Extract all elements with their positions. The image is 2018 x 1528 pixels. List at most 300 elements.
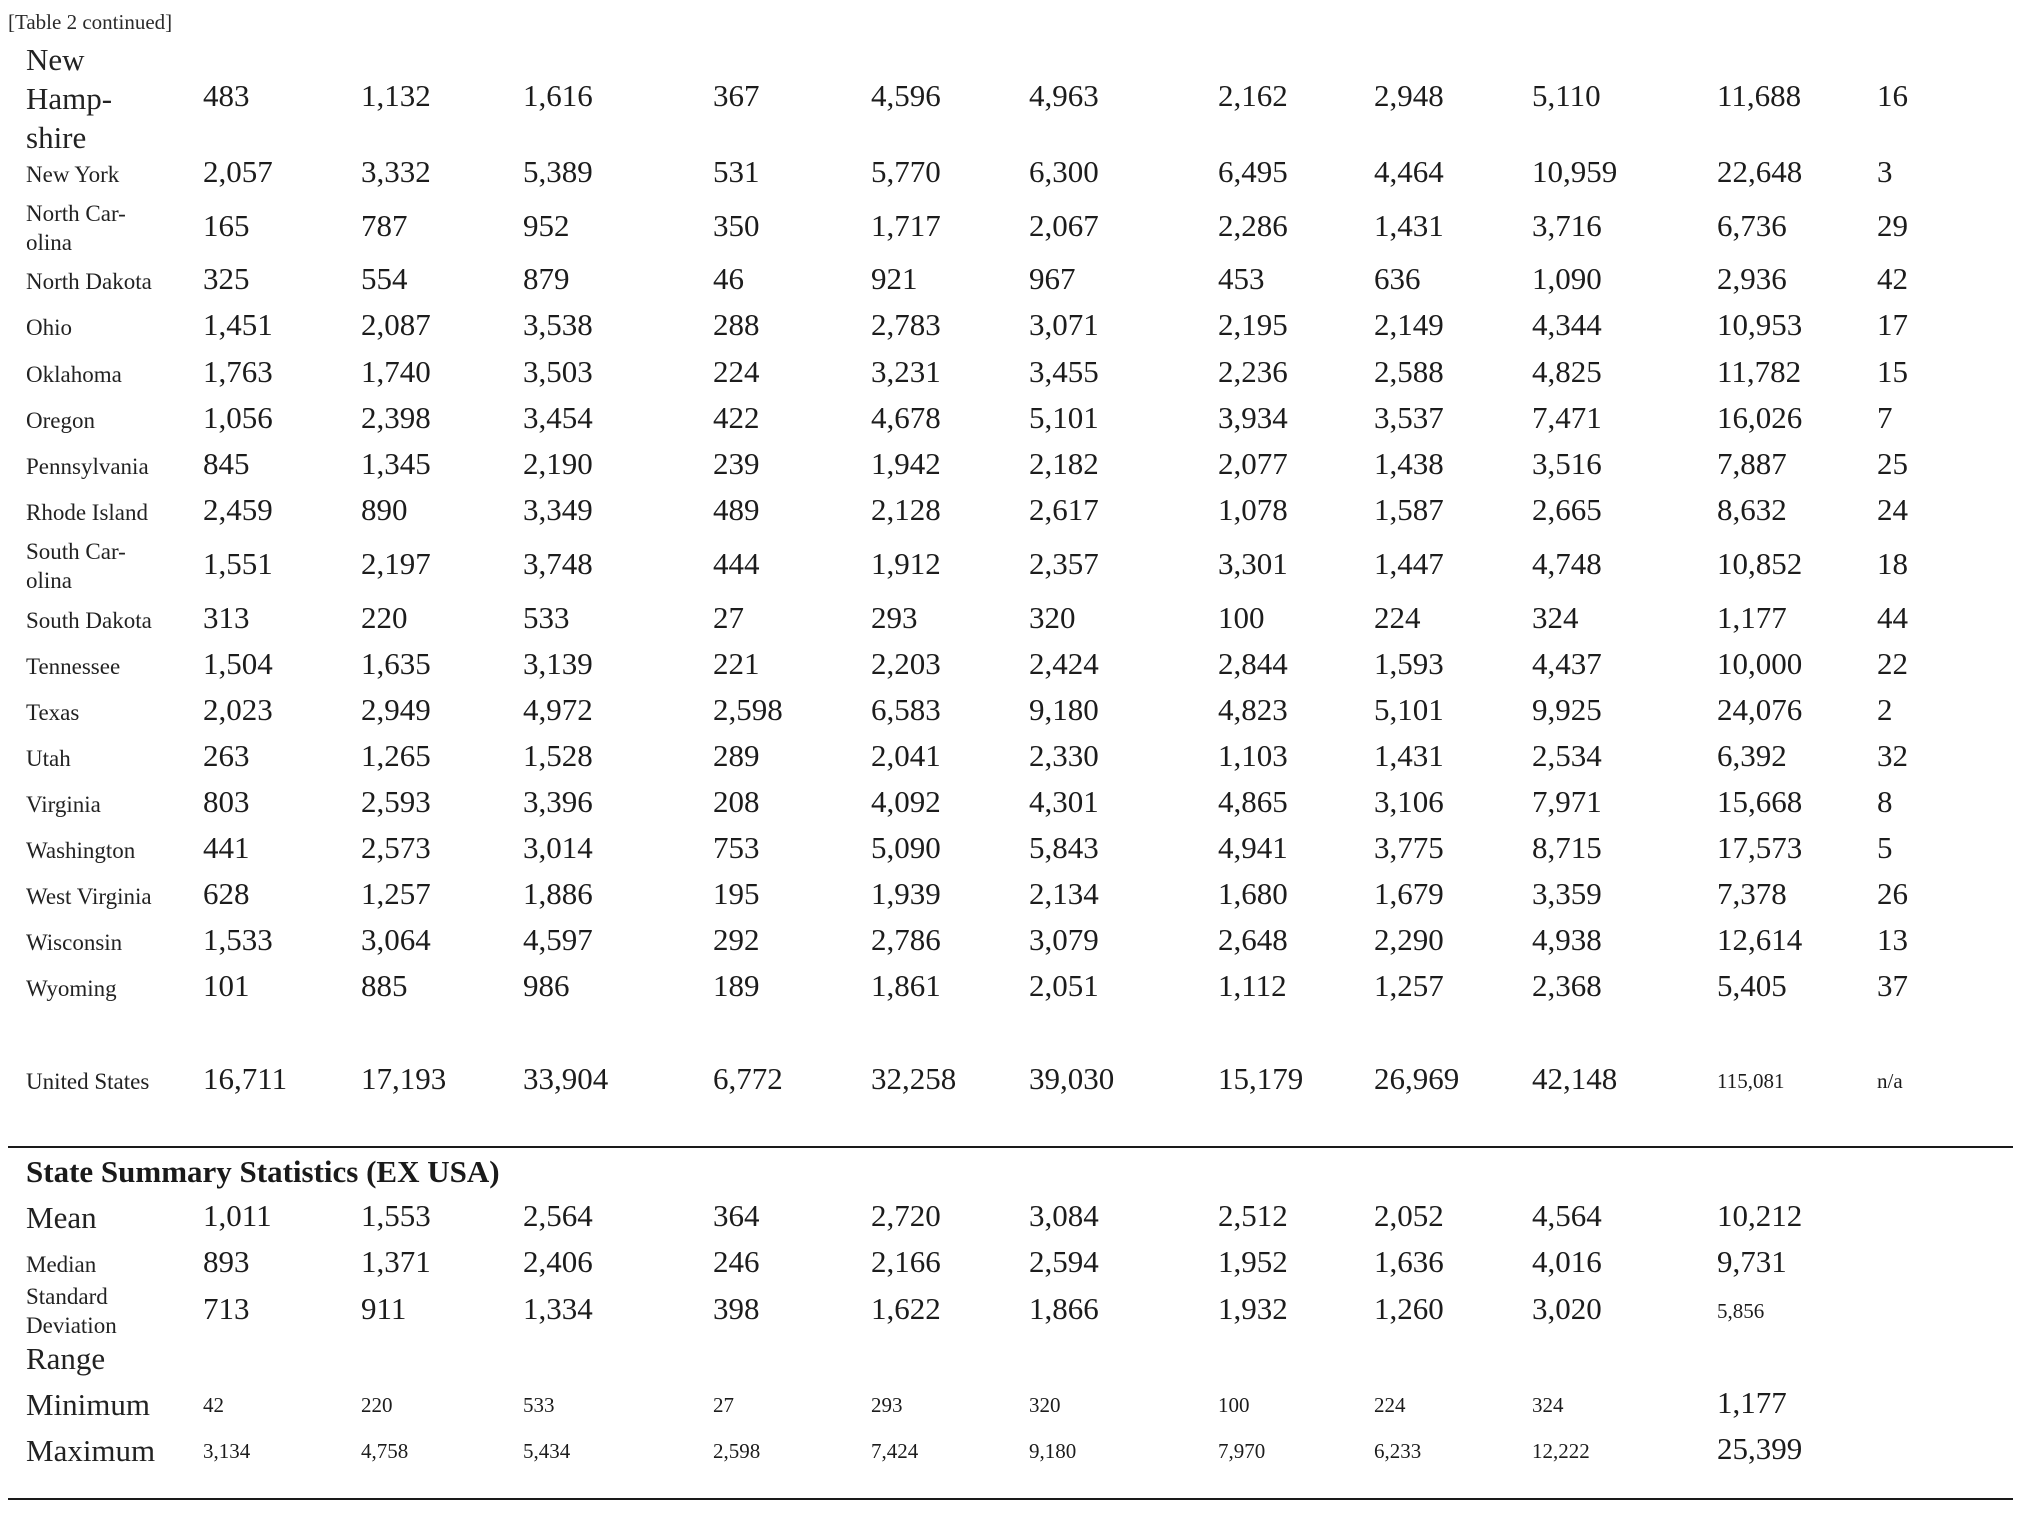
table-cell: 10,959 [1532,154,1618,189]
table-cell: 2,134 [1029,876,1099,911]
table-cell: 313 [203,600,250,635]
table-cell: 15,668 [1717,784,1803,819]
table-cell: 350 [713,208,760,243]
table-cell: 29 [1877,208,1908,243]
table-cell: 15,179 [1218,1061,1304,1096]
table-cell: 3,020 [1532,1291,1602,1326]
table-cell: 17 [1877,307,1908,342]
table-cell: 10,212 [1717,1198,1803,1233]
table-cell: 1,763 [203,354,273,389]
table-cell: 2,195 [1218,307,1288,342]
table-cell: 2,665 [1532,492,1602,527]
table-cell: 22 [1877,646,1908,681]
table-cell: 636 [1374,261,1421,296]
table-cell: 24 [1877,492,1908,527]
table-cell: 2,190 [523,446,593,481]
table-cell: 2,290 [1374,922,1444,957]
table-cell: 2,330 [1029,738,1099,773]
table-cell: 25,399 [1717,1431,1803,1466]
table-cell: 2,398 [361,400,431,435]
table-cell: 952 [523,208,570,243]
table-cell: 1,345 [361,446,431,481]
table-cell: 1,636 [1374,1244,1444,1279]
table-cell: 4,823 [1218,692,1288,727]
table-cell: 25 [1877,446,1908,481]
table-cell: 9,180 [1029,692,1099,727]
table-cell: 324 [1532,1393,1564,1417]
table-cell: 3,301 [1218,546,1288,581]
table-cell: 1,504 [203,646,273,681]
table-cell: 1,679 [1374,876,1444,911]
table-cell: 17,573 [1717,830,1803,865]
table-cell: 189 [713,968,760,1003]
row-label-line: Mean [26,1200,97,1235]
row-label [26,882,152,911]
row-label [26,1282,117,1340]
table-bottom-rule [8,1498,2013,1500]
row-label [26,498,148,527]
table-cell: 12,614 [1717,922,1803,957]
table-cell: 26 [1877,876,1908,911]
table-cell: 364 [713,1198,760,1233]
table-cell: 2,424 [1029,646,1099,681]
row-label [26,1386,150,1424]
table-cell: 1,912 [871,546,941,581]
table-cell: 2,166 [871,1244,941,1279]
table-cell: 246 [713,1244,760,1279]
table-cell: 10,953 [1717,307,1803,342]
table-cell: 101 [203,968,250,1003]
table-cell: 5,101 [1374,692,1444,727]
row-label-line: Deviation [26,1313,117,1338]
row-label [26,606,152,635]
table-cell: 2,936 [1717,261,1787,296]
table-cell: 3,748 [523,546,593,581]
table-cell: 1,265 [361,738,431,773]
table-cell: 1,587 [1374,492,1444,527]
table-cell: 2,041 [871,738,941,773]
table-cell: 1,257 [361,876,431,911]
table-cell: 221 [713,646,760,681]
row-label [26,1199,97,1237]
table-cell: 753 [713,830,760,865]
table-cell: 885 [361,968,408,1003]
table-cell: 1,635 [361,646,431,681]
table-cell: 2,182 [1029,446,1099,481]
row-label-line: Median [26,1251,97,1277]
table-cell: 224 [1374,1393,1406,1417]
table-cell: 2,594 [1029,1244,1099,1279]
row-label-line: Pennsylvania [26,453,149,479]
table-cell: 324 [1532,600,1579,635]
table-cell: 32,258 [871,1061,957,1096]
row-label-line: Tennessee [26,653,121,679]
table-cell: 289 [713,738,760,773]
table-cell: 220 [361,1393,393,1417]
table-cell: 967 [1029,261,1076,296]
table-cell: 1,939 [871,876,941,911]
table-cell: 208 [713,784,760,819]
table-cell: 7,971 [1532,784,1602,819]
table-cell: 263 [203,738,250,773]
table-cell: 9,925 [1532,692,1602,727]
table-cell: 398 [713,1291,760,1326]
table-cell: 1,132 [361,78,431,113]
row-label [26,40,112,157]
table-cell: 320 [1029,1393,1061,1417]
table-cell: 2,067 [1029,208,1099,243]
table-cell: 2,052 [1374,1198,1444,1233]
table-cell: 2,564 [523,1198,593,1233]
table-cell: 1,533 [203,922,273,957]
table-cell: 2,077 [1218,446,1288,481]
table-cell: 7,887 [1717,446,1787,481]
table-cell: 4,597 [523,922,593,957]
row-label [26,360,122,389]
table-cell: 1,438 [1374,446,1444,481]
table-cell: 4,596 [871,78,941,113]
row-label-line: Maximum [26,1433,156,1468]
table-cell: 3,079 [1029,922,1099,957]
table-cell: 890 [361,492,408,527]
table-cell: 7,424 [871,1439,919,1463]
table-cell: 986 [523,968,570,1003]
table-cell: 2,598 [713,1439,761,1463]
row-label [26,1432,155,1470]
row-label [26,928,122,957]
row-label-line: West Virginia [26,883,152,909]
table-cell: 42 [203,1393,224,1417]
table-cell: 893 [203,1244,250,1279]
row-label-line: Rhode Island [26,499,149,525]
table-cell: 9,180 [1029,1439,1077,1463]
table-cell: 8,632 [1717,492,1787,527]
table-cell: 453 [1218,261,1265,296]
table-cell: 3,332 [361,154,431,189]
row-label [26,1067,149,1096]
table-cell: 3 [1877,154,1893,189]
table-cell: 5,389 [523,154,593,189]
row-label-line: South Car- [26,539,126,564]
table-cell: 2,357 [1029,546,1099,581]
table-cell: 2,783 [871,307,941,342]
table-cell: 1,622 [871,1291,941,1326]
table-cell: 115,081 [1717,1069,1785,1093]
row-label-line: Wisconsin [26,929,123,955]
table-cell: 16 [1877,78,1908,113]
table-cell: 4,758 [361,1439,409,1463]
table-cell: 1,177 [1717,1385,1787,1420]
row-label-line: Oklahoma [26,361,122,387]
row-label-line: United States [26,1068,150,1094]
row-label-line: shire [26,120,87,155]
table-cell: 26,969 [1374,1061,1460,1096]
table-cell: 533 [523,1393,555,1417]
table-cell: 12,222 [1532,1439,1590,1463]
row-label-line: New York [26,161,120,187]
table-cell: 1,260 [1374,1291,1444,1326]
table-cell: 531 [713,154,760,189]
table-cell: 4,344 [1532,307,1602,342]
table-cell: 37 [1877,968,1908,1003]
table-cell: 5 [1877,830,1893,865]
table-cell: 1,103 [1218,738,1288,773]
table-cell: 39,030 [1029,1061,1115,1096]
table-cell: 100 [1218,600,1265,635]
table-cell: 2,286 [1218,208,1288,243]
table-cell: 325 [203,261,250,296]
table-cell: 7,378 [1717,876,1787,911]
table-cell: 533 [523,600,570,635]
table-cell: 4,941 [1218,830,1288,865]
table-cell: 4,963 [1029,78,1099,113]
row-label [26,974,117,1003]
table-cell: 3,014 [523,830,593,865]
table-cell: 10,000 [1717,646,1803,681]
table-cell: 444 [713,546,760,581]
row-label-line: Ohio [26,314,72,340]
table-cell: 1,861 [871,968,941,1003]
table-cell: 1,942 [871,446,941,481]
table-cell: 6,233 [1374,1439,1422,1463]
table-cell: 1,740 [361,354,431,389]
table-cell: 2,786 [871,922,941,957]
table-cell: 5,856 [1717,1299,1765,1323]
table-cell: 1,112 [1218,968,1287,1003]
row-label-line: New [26,42,85,77]
table-cell: 3,396 [523,784,593,819]
table-cell: 5,090 [871,830,941,865]
table-cell: 5,770 [871,154,941,189]
table-cell: 4,092 [871,784,941,819]
table-cell: 33,904 [523,1061,609,1096]
table-cell: 3,134 [203,1439,251,1463]
table-cell: 224 [1374,600,1421,635]
table-cell: 42 [1877,261,1908,296]
table-cell: 1,177 [1717,600,1787,635]
table-cell: 44 [1877,600,1908,635]
table-cell: 3,349 [523,492,593,527]
row-label-line: Hamp- [26,81,113,116]
row-label [26,1340,105,1378]
table-cell: 320 [1029,600,1076,635]
table-cell: 5,843 [1029,830,1099,865]
table-cell: 5,434 [523,1439,571,1463]
table-cell: 3,084 [1029,1198,1099,1233]
table-cell: 1,078 [1218,492,1288,527]
table-cell: 845 [203,446,250,481]
table-cell: 489 [713,492,760,527]
table-cell: 1,056 [203,400,273,435]
row-label [26,790,101,819]
table-cell: 2,949 [361,692,431,727]
table-cell: 2,149 [1374,307,1444,342]
table-cell: 483 [203,78,250,113]
table-cell: 224 [713,354,760,389]
table-cell: 220 [361,600,408,635]
table-cell: 195 [713,876,760,911]
table-cell: 3,359 [1532,876,1602,911]
table-cell: 16,711 [203,1061,288,1096]
table-cell: 293 [871,1393,903,1417]
table-cell: 1,431 [1374,738,1444,773]
table-cell: 1,952 [1218,1244,1288,1279]
table-cell: 10,852 [1717,546,1803,581]
table-cell: 1,717 [871,208,941,243]
table-cell: 13 [1877,922,1908,957]
table-cell: 1,334 [523,1291,593,1326]
table-cell: 2,057 [203,154,273,189]
table-cell: 6,392 [1717,738,1787,773]
table-cell: 2,720 [871,1198,941,1233]
table-cell: n/a [1877,1069,1903,1093]
row-label-line: South Dakota [26,607,152,633]
table-cell: 2,236 [1218,354,1288,389]
table-cell: 2,617 [1029,492,1099,527]
table-cell: 3,538 [523,307,593,342]
row-label-line: North Dakota [26,268,152,294]
row-label-line: olina [26,230,72,255]
table-cell: 4,865 [1218,784,1288,819]
table-cell: 803 [203,784,250,819]
table-cell: 5,405 [1717,968,1787,1003]
table-cell: 42,148 [1532,1061,1618,1096]
table-cell: 27 [713,600,744,635]
summary-section-title: State Summary Statistics (EX USA) [26,1154,500,1189]
table-cell: 879 [523,261,570,296]
table-cell: 422 [713,400,760,435]
table-cell: 4,301 [1029,784,1099,819]
table-cell: 1,616 [523,78,593,113]
table-cell: 6,772 [713,1061,783,1096]
row-label-line: North Car- [26,201,126,226]
row-label-line: olina [26,568,72,593]
table-cell: 2,459 [203,492,273,527]
row-label [26,1250,96,1279]
table-cell: 3,139 [523,646,593,681]
table-cell: 1,551 [203,546,273,581]
row-label [26,267,152,296]
table-cell: 921 [871,261,918,296]
table-cell: 7,970 [1218,1439,1266,1463]
table-cell: 4,748 [1532,546,1602,581]
table-cell: 6,495 [1218,154,1288,189]
table-cell: 8 [1877,784,1893,819]
row-label [26,199,126,257]
table-cell: 2,534 [1532,738,1602,773]
table-cell: 1,011 [203,1198,272,1233]
table-cell: 32 [1877,738,1908,773]
table-cell: 2,023 [203,692,273,727]
row-label-line: Minimum [26,1387,151,1422]
table-cell: 3,064 [361,922,431,957]
table-cell: 4,564 [1532,1198,1602,1233]
table-cell: 1,451 [203,307,273,342]
table-cell: 2,948 [1374,78,1444,113]
table-cell: 3,455 [1029,354,1099,389]
row-label [26,313,72,342]
table-cell: 4,972 [523,692,593,727]
table-cell: 3,071 [1029,307,1099,342]
table-cell: 2,406 [523,1244,593,1279]
table-cell: 6,583 [871,692,941,727]
table-cell: 3,537 [1374,400,1444,435]
table-cell: 3,454 [523,400,593,435]
table-cell: 3,934 [1218,400,1288,435]
table-cell: 15 [1877,354,1908,389]
row-label-line: Standard [26,1284,108,1309]
table-cell: 628 [203,876,250,911]
row-label [26,698,79,727]
row-label [26,537,126,595]
table-cell: 7 [1877,400,1893,435]
table-cell: 1,593 [1374,646,1444,681]
table-cell: 1,932 [1218,1291,1288,1326]
table-cell: 7,471 [1532,400,1602,435]
table-cell: 1,447 [1374,546,1444,581]
table-cell: 4,016 [1532,1244,1602,1279]
row-label-line: Oregon [26,407,95,433]
table-cell: 6,300 [1029,154,1099,189]
table-cell: 1,371 [361,1244,431,1279]
table-cell: 2,593 [361,784,431,819]
table-cell: 2,128 [871,492,941,527]
table-cell: 1,257 [1374,968,1444,1003]
table-cell: 2 [1877,692,1893,727]
table-cell: 1,866 [1029,1291,1099,1326]
table-cell: 165 [203,208,250,243]
row-label-line: Texas [26,699,80,725]
table-cell: 2,051 [1029,968,1099,1003]
table-cell: 16,026 [1717,400,1803,435]
table-cell: 1,528 [523,738,593,773]
row-label-line: Utah [26,745,71,771]
table-cell: 100 [1218,1393,1250,1417]
table-cell: 288 [713,307,760,342]
table-cell: 2,573 [361,830,431,865]
row-label [26,452,149,481]
table-cell: 239 [713,446,760,481]
row-label [26,160,119,189]
row-label [26,836,135,865]
table-cell: 4,464 [1374,154,1444,189]
table-cell: 2,588 [1374,354,1444,389]
table-cell: 2,087 [361,307,431,342]
table-cell: 5,101 [1029,400,1099,435]
table-cell: 787 [361,208,408,243]
table-cell: 1,680 [1218,876,1288,911]
table-cell: 4,678 [871,400,941,435]
table-cell: 367 [713,78,760,113]
table-cell: 2,844 [1218,646,1288,681]
table-cell: 3,106 [1374,784,1444,819]
table-cell: 554 [361,261,408,296]
table-cell: 4,825 [1532,354,1602,389]
table-cell: 46 [713,261,744,296]
table-cell: 6,736 [1717,208,1787,243]
table-cell: 1,886 [523,876,593,911]
table-caption: [Table 2 continued] [8,10,173,34]
row-label-line: Range [26,1341,106,1376]
table-cell: 1,553 [361,1198,431,1233]
table-cell: 293 [871,600,918,635]
table-cell: 2,648 [1218,922,1288,957]
table-cell: 11,782 [1717,354,1802,389]
table-cell: 2,203 [871,646,941,681]
table-cell: 911 [361,1291,407,1326]
table-cell: 2,197 [361,546,431,581]
table-cell: 1,090 [1532,261,1602,296]
